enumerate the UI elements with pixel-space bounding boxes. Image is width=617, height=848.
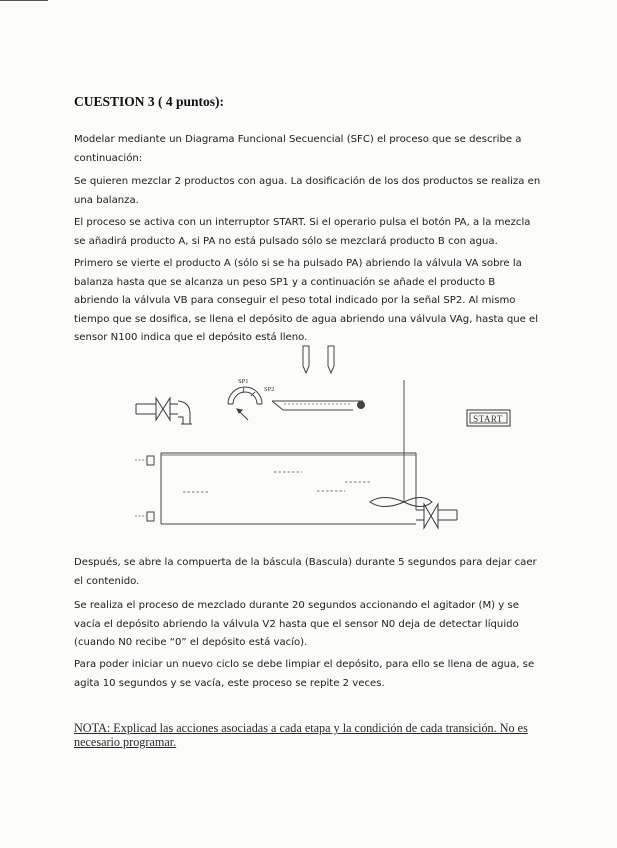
level-sensor-n100-icon: [135, 456, 154, 465]
mixing-tank: [161, 453, 416, 524]
paragraph-mixing: Se quieren mezclar 2 productos con agua. La dosificación de los dos productos se realiza en una balanza.: [74, 176, 541, 206]
scale-gauge-icon: [228, 387, 262, 420]
question-title: CUESTION 3 ( 4 puntos):: [74, 94, 225, 109]
scale-hopper: [272, 401, 365, 410]
water-surface-marks: [183, 472, 372, 492]
paragraph-start: El proceso se activa con un interruptor START. Si el operario pulsa el botón PA, a la mezcla se añadirá producto A, si PA no está pulsado sólo se mezclará producto B con agua.: [74, 217, 531, 247]
paragraph-cleaning: Para poder iniciar un nuevo ciclo se debe limpiar el depósito, para ello se llena de agua, se agita 10 segundos y se vacía, este proceso se repite 2 veces.: [74, 659, 535, 689]
start-button[interactable]: [467, 410, 510, 426]
water-valve-icon: [136, 398, 192, 424]
nota-instructions: NOTA: Explicad las acciones asociadas a cada etapa y la condición de cada transición. No es necesario programar.: [74, 721, 528, 749]
start-button-label: START: [473, 414, 503, 424]
sp1-label: SP1: [238, 378, 249, 385]
paragraph-bascula: Después, se abre la compuerta de la báscula (Bascula) durante 5 segundos para dejar caer el contenido.: [74, 557, 537, 587]
paragraph-agitation: Se realiza el proceso de mezclado durante 20 segundos accionando el agitador (M) y se vacía el depósito abriendo la válvula V2 hasta que el sensor N0 deja de detectar líquido (cuando N0 recibe “0” el depósito está vacío).: [74, 600, 519, 648]
outlet-valve-icon: [416, 504, 457, 528]
nozzle-b-icon: [328, 346, 334, 373]
agitator-icon: [370, 380, 432, 507]
paragraph-dosing: Primero se vierte el producto A (sólo si se ha pulsado PA) abriendo la válvula VA sobre la balanza hasta que se alcanza un peso SP1 y a continuación se añade el producto B abriendo la válvula VB para conseguir el peso total indicado por la señal SP2. Al mismo tiempo que se dosifica, se llena el depósito de agua abriendo una válvula VAg, hasta que el sensor N100 indica que el depósito está lleno.: [74, 258, 539, 343]
level-sensor-n0-icon: [135, 512, 154, 521]
nozzle-a-icon: [303, 346, 309, 373]
paragraph-intro: Modelar mediante un Diagrama Funcional Secuencial (SFC) el proceso que se describe a continuación:: [74, 134, 522, 164]
sp2-label: SP2: [264, 386, 275, 393]
